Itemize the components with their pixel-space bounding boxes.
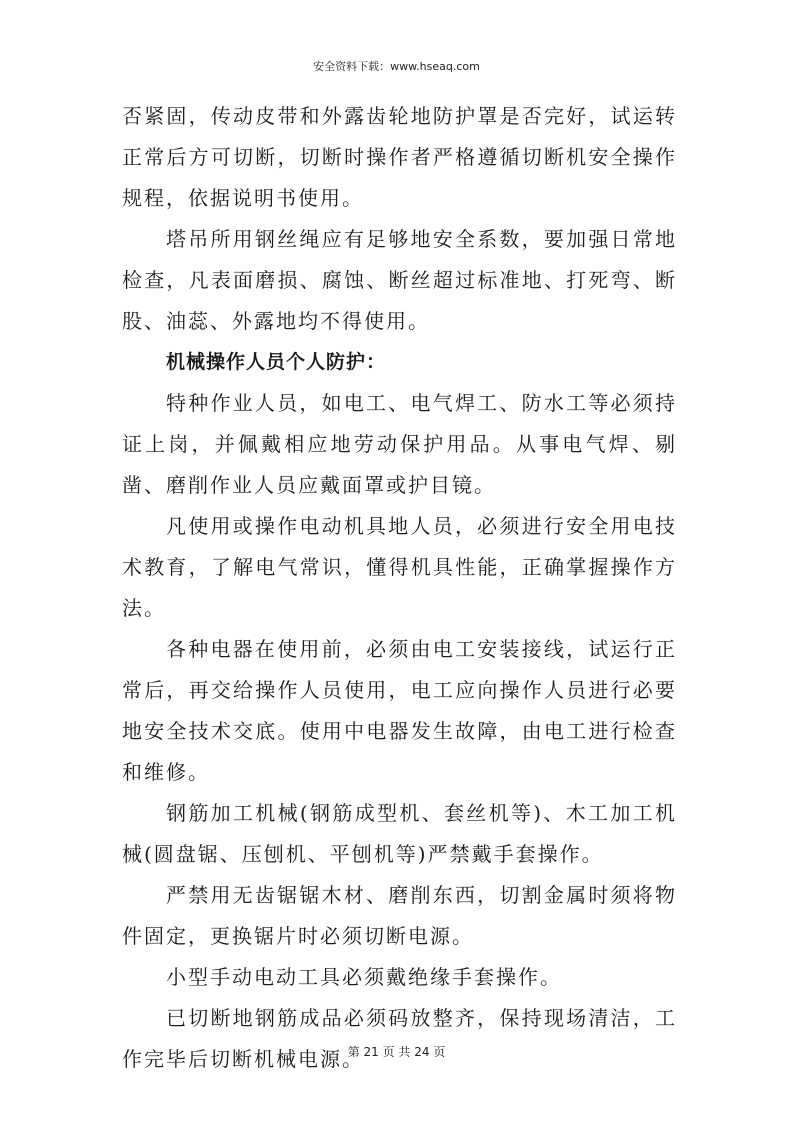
document-body bbox=[122, 96, 677, 1080]
paragraph-wire-rope: 塔吊所用钢丝绳应有足够地安全系数，要加强日常地检查，凡表面磨损、腐蚀、断丝超过标准地、打死弯、断股、油蕊、外露地均不得使用。 bbox=[122, 227, 677, 333]
paragraph-electric-tools-training: 凡使用或操作电动机具地人员，必须进行安全用电技术教育，了解电气常识，懂得机具性能，正确掌握操作方法。 bbox=[122, 514, 677, 620]
paragraph-electrical-installation: 各种电器在使用前，必须由电工安装接线，试运行正常后，再交给操作人员使用，电工应向操作人员进行必要地安全技术交底。使用中电器发生故障，由电工进行检查和维修。 bbox=[122, 637, 677, 784]
paragraph-saw-safety: 严禁用无齿锯锯木材、磨削东西，切割金属时须将物件固定，更换锯片时必须切断电源。 bbox=[122, 883, 677, 948]
paragraph-continuation: 否紧固，传动皮带和外露齿轮地防护罩是否完好，试运转正常后方可切断，切断时操作者严格遵循切断机安全操作规程，依据说明书使用。 bbox=[122, 104, 677, 210]
page-number-footer: 第 21 页 共 24 页 bbox=[347, 1045, 446, 1059]
paragraph-rebar-stacking: 已切断地钢筋成品必须码放整齐，保持现场清洁，工作完毕后切断机械电源。 bbox=[122, 1006, 677, 1071]
paragraph-special-workers: 特种作业人员，如电工、电气焊工、防水工等必须持证上岗，并佩戴相应地劳动保护用品。从事电气焊、剔凿、磨削作业人员应戴面罩或护目镜。 bbox=[122, 391, 677, 497]
section-heading-personal-protection: 机械操作人员个人防护： bbox=[166, 351, 387, 373]
paragraph-insulated-gloves: 小型手动电动工具必须戴绝缘手套操作。 bbox=[166, 965, 562, 989]
page-header: 安全资料下载：www.hseaq.com bbox=[313, 60, 480, 73]
paragraph-no-gloves: 钢筋加工机械(钢筋成型机、套丝机等)、木工加工机械(圆盘锯、压刨机、平刨机等)严禁戴手套操作。 bbox=[122, 801, 677, 866]
